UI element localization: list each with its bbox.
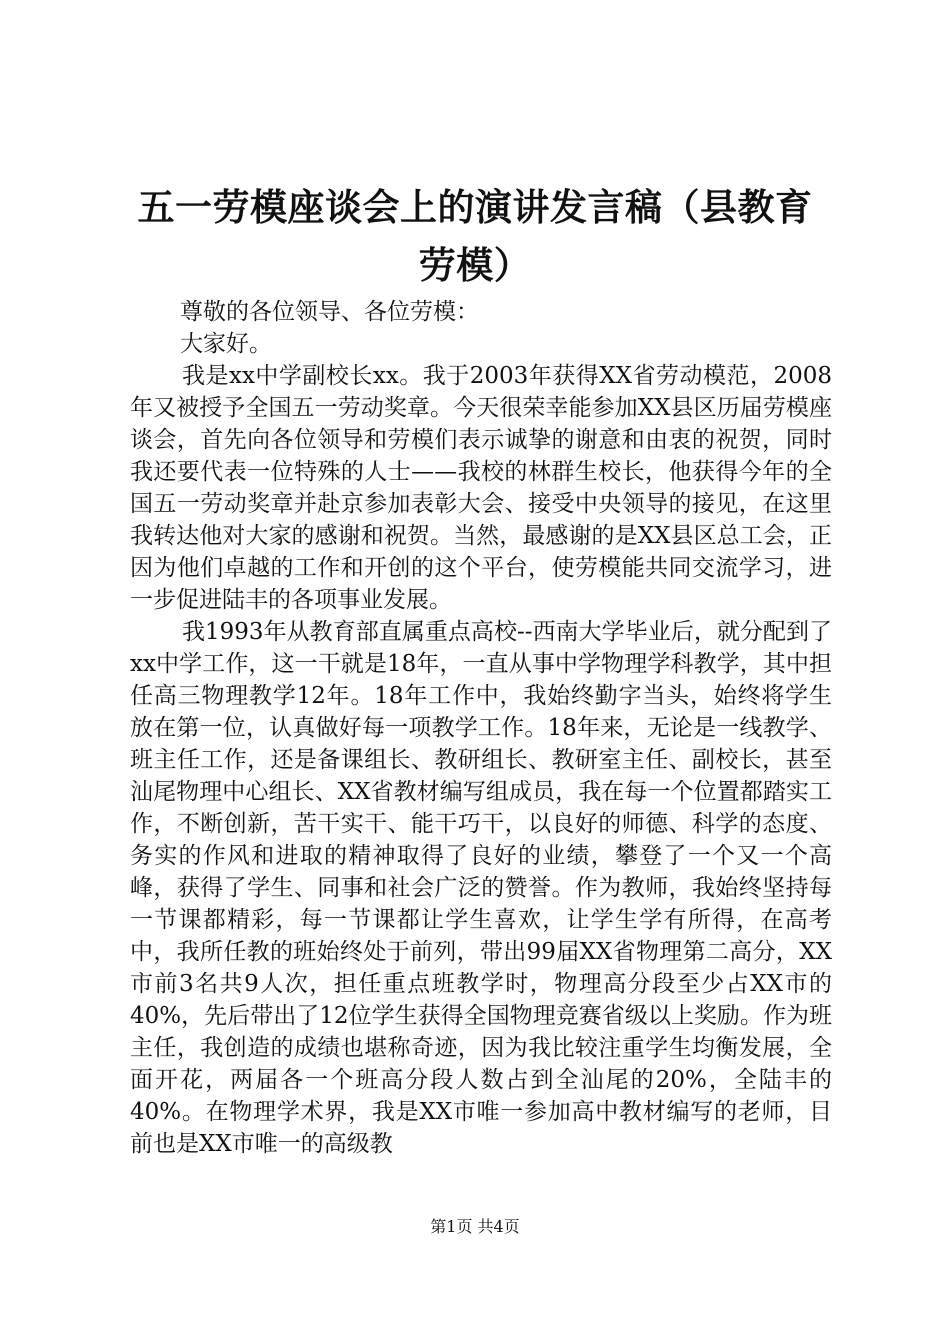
paragraph-1: 我是xx中学副校长xx。我于2003年获得XX省劳动模范，2008年又被授予全国五一劳动奖章。今天很荣幸能参加XX县区历届劳模座谈会，首先向各位领导和劳模们表示诚挚的谢意和由衷的祝贺，同时我还要代表一位特殊的人士——我校的林群生校长，他获得今年的全国五一劳动奖章并赴京参加表彰大会、接受中央领导的接见，在这里我转达他对大家的感谢和祝贺。当然，最感谢的是XX县区总工会，正因为他们卓越的工作和开创的这个平台，使劳模能共同交流学习，进一步促进陆丰的各项事业发展。 <box>130 363 832 613</box>
paragraph-2: 我1993年从教育部直属重点高校--西南大学毕业后，就分配到了xx中学工作，这一干就是18年，一直从事中学物理学科教学，其中担任高三物理教学12年。18年工作中，我始终勤字当头，始终将学生放在第一位，认真做好每一项教学工作。18年来，无论是一线教学、班主任工作，还是备课组长、教研组长、教研室主任、副校长，甚至汕尾物理中心组长、XX省教材编写组成员，我在每一个位置都踏实工作，不断创新，苦干实干、能干巧干，以良好的师德、科学的态度、务实的作风和进取的精神取得了良好的业绩，攀登了一个又一个高峰，获得了学生、同事和社会广泛的赞誉。作为教师，我始终坚持每一节课都精彩，每一节课都让学生喜欢，让学生学有所得，在高考中，我所任教的班始终处于前列，带出99届XX省物理第二高分，XX市前3名共9人次，担任重点班教学时，物理高分段至少占XX市的40%，先后带出了12位学生获得全国物理竞赛省级以上奖励。作为班主任，我创造的成绩也堪称奇迹，因为我比较注重学生均衡发展，全面开花，两届各一个班高分段人数占到全汕尾的20%，全陆丰的40%。在物理学术界，我是XX市唯一参加高中教材编写的老师，目前也是XX市唯一的高级教 <box>130 619 832 1157</box>
page-footer: 第1页 共4页 <box>430 1217 520 1236</box>
greeting-line: 尊敬的各位领导、各位劳模： <box>180 299 479 325</box>
salutation-line: 大家好。 <box>180 331 272 357</box>
document-body <box>130 296 832 1160</box>
document-title: 五一劳模座谈会上的演讲发言稿（县教育劳模） <box>137 185 813 287</box>
